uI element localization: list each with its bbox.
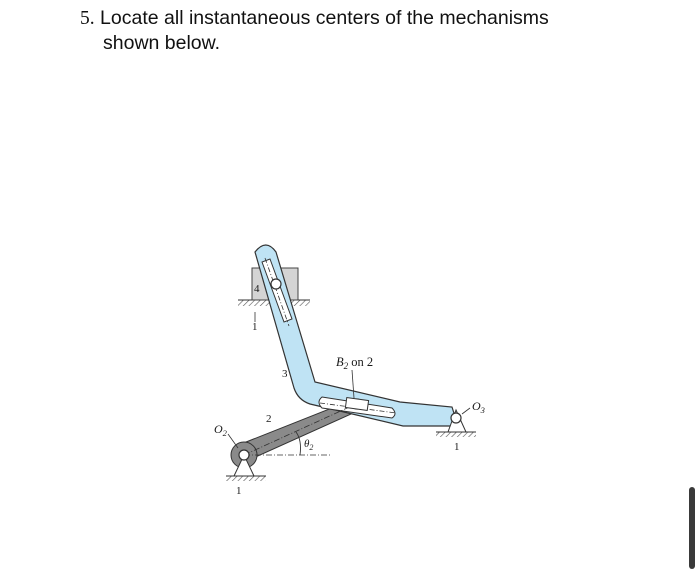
label-link-4: 4	[254, 283, 260, 295]
label-o3: $O_3$	[472, 399, 485, 415]
upper-pin	[271, 279, 281, 289]
leader-o3	[462, 408, 470, 414]
label-ground-left: 1	[236, 485, 242, 497]
question-line-1: Locate all instantaneous centers of the mechanisms	[100, 7, 549, 29]
label-ground-slider: 1	[252, 321, 258, 333]
label-angle: $\theta_2$	[304, 438, 314, 452]
question-number: 5.	[80, 8, 95, 29]
label-ground-right: 1	[454, 441, 460, 453]
label-block-pin: $B_2$ on 2	[336, 355, 374, 371]
label-o2: $O_2$	[214, 422, 227, 438]
label-link-2: 2	[266, 413, 272, 425]
leader-o2	[228, 434, 238, 448]
label-link-3: 3	[282, 368, 288, 380]
question-line-2: shown below.	[103, 32, 221, 54]
vertical-scrollbar[interactable]	[689, 487, 695, 569]
